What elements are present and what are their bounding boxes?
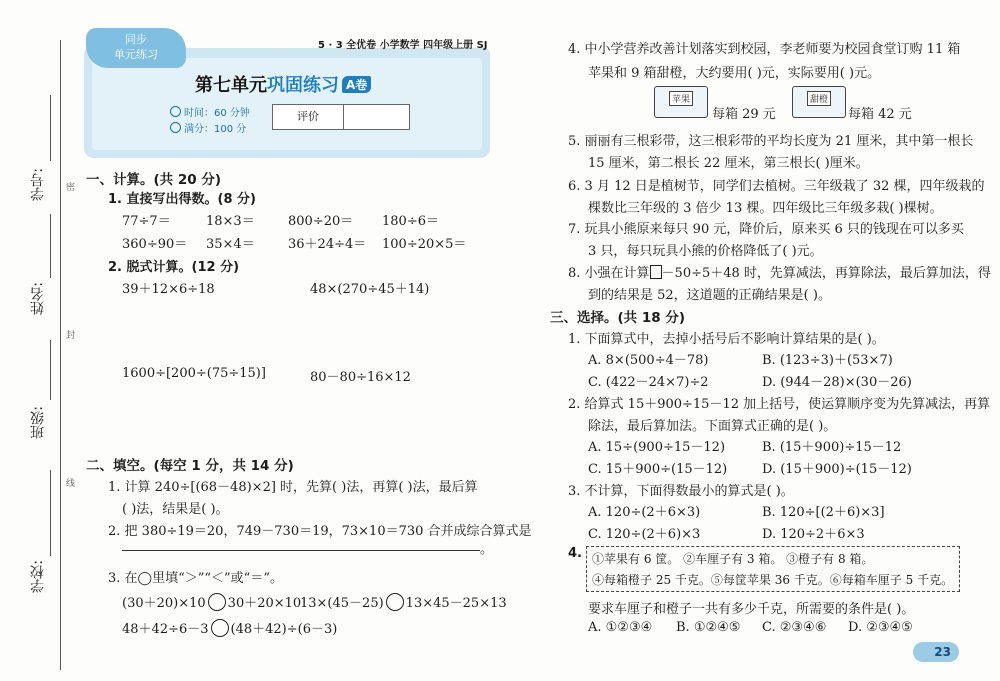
s1-q1-title: 1. 直接写出得数。(8 分) <box>108 192 256 207</box>
q8-rest: －50÷5＋48 时，先算减法，再算除法，最后算加法，得 <box>661 266 991 281</box>
apple-box-image <box>654 86 708 118</box>
student-id-label: 学号: <box>30 168 46 201</box>
compare-left: (30＋20)×10 <box>122 596 206 611</box>
compare-right: 30＋20×10 <box>227 596 302 611</box>
s3-q3-option[interactable]: A. 120÷(2＋6×3) <box>588 505 701 520</box>
time-text: 时间：60 分钟 <box>184 108 250 119</box>
r-q6-line2: 棵数比三年级的 3 倍少 13 棵。四年级比三年级多栽( )棵树。 <box>588 201 943 216</box>
cut-mark-mi: 密 <box>64 182 74 191</box>
student-id-blank <box>50 95 51 161</box>
s3-q4-conditions-1: ①苹果有 6 筐。 ②车厘子有 3 箱。 ③橙子有 8 箱。 <box>592 552 874 566</box>
s3-q4-option[interactable]: B. ①②④⑤ <box>676 620 741 635</box>
s3-q1: 1. 下面算式中，去掉小括号后不影响计算结果的是( )。 <box>568 332 885 347</box>
s1-q2-item: 48×(270÷45＋14) <box>310 282 430 297</box>
s3-q2-line2: 除法，最后算加法。下面算式正确的是( )。 <box>588 419 837 434</box>
s3-q1-option[interactable]: D. (944－28)×(30－26) <box>762 375 912 390</box>
s2-q3-row-c <box>122 618 337 637</box>
s2-q2: 2. 把 380÷19＝20，749－730＝19，73×10＝730 合并成综合算式是 <box>108 524 532 539</box>
orange-price: 每箱 42 元 <box>848 107 912 122</box>
s3-q2-option[interactable]: D. (15＋900)÷(15－12) <box>762 462 912 477</box>
s3-q2-option[interactable]: A. 15÷(900÷15－12) <box>588 440 726 455</box>
s3-q4-option[interactable]: C. ②③④⑥ <box>762 620 827 635</box>
title-unit: 第七单元 <box>195 75 267 96</box>
compare-right: (48＋42)÷(6－3) <box>230 622 338 637</box>
version-badge: A卷 <box>342 76 371 93</box>
s2-q3-row-a <box>122 592 301 611</box>
s2-q1-line1: 1. 计算 240÷[(68－48)×2] 时，先算( )法，再算( )法，最后算 <box>108 480 478 495</box>
s3-q3: 3. 不计算，下面得数最小的算式是( )。 <box>568 484 794 499</box>
s3-q4-option[interactable]: A. ①②③④ <box>588 620 653 635</box>
class-label: 班级: <box>30 406 46 439</box>
r-q5-line2: 15 厘米，第二根长 22 厘米，第三根长( )厘米。 <box>588 156 869 171</box>
binding-line <box>60 40 61 670</box>
s3-q1-option[interactable]: A. 8×(500÷4－78) <box>588 353 709 368</box>
compare-circle[interactable] <box>208 593 226 611</box>
section3-heading: 三、选择。(共 18 分) <box>550 310 686 326</box>
title-practice: 巩固练习 <box>267 75 339 96</box>
s3-q3-option[interactable]: B. 120÷[(2＋6)×3] <box>762 505 885 520</box>
cut-mark-feng: 封 <box>64 330 74 339</box>
section2-heading: 二、填空。(每空 1 分，共 14 分) <box>86 458 294 474</box>
r-q8-line2: 到的结果是 52，这道题的正确结果是( )。 <box>588 288 831 303</box>
s3-q2-option[interactable]: B. (15＋900)÷15－12 <box>762 440 902 455</box>
s3-q4-conditions-2: ④每箱橙子 25 千克。⑤每筐苹果 36 千克。⑥每箱车厘子 5 千克。 <box>592 573 954 587</box>
s2-q3-row-b <box>300 592 507 611</box>
apple-price: 每箱 29 元 <box>712 107 776 122</box>
s1-q1-item: 77÷7＝ <box>122 214 171 229</box>
page-title <box>195 71 371 97</box>
s1-q1-item: 360÷90＝ <box>122 237 188 252</box>
s1-q1-item: 36＋24÷4＝ <box>288 237 367 252</box>
r-q7-line1: 7. 玩具小熊原来每只 90 元，降价后，原来买 6 只的钱现在可以多买 <box>568 222 964 237</box>
section1-heading: 一、计算。(共 20 分) <box>86 172 222 188</box>
s3-q1-option[interactable]: C. (422－24×7)÷2 <box>588 375 709 390</box>
evaluation-label: 评价 <box>273 105 344 129</box>
evaluation-box <box>272 104 410 130</box>
s1-q2-item: 80－80÷16×12 <box>310 370 411 385</box>
compare-right: 13×45－25×13 <box>405 596 507 611</box>
name-label: 姓名: <box>30 282 46 315</box>
r-q5-line1: 5. 丽丽有三根彩带，这三根彩带的平均长度为 21 厘米，其中第一根长 <box>568 134 974 149</box>
s3-q4-option[interactable]: D. ②③④⑤ <box>848 620 913 635</box>
s3-q1-option[interactable]: B. (123÷3)＋(53×7) <box>762 353 893 368</box>
series-info: 5 · 3 全优卷 小学数学 四年级上册 SJ <box>318 40 488 51</box>
unknown-square-icon <box>650 265 662 279</box>
page-number: 23 <box>913 642 959 662</box>
check-icon <box>170 122 181 133</box>
s3-q4-ask: 要求车厘子和橙子一共有多少千克，所需要的条件是( )。 <box>588 602 915 617</box>
s1-q2-item: 1600÷[200÷(75÷15)] <box>122 366 266 381</box>
school-label: 学校: <box>30 560 46 593</box>
s2-q3: 3. 在◯里填“＞”“＜”或“＝”。 <box>108 571 283 586</box>
s3-q4-number: 4. <box>568 546 582 561</box>
s2-q1-line2: ( )法，结果是( )。 <box>122 502 229 517</box>
cut-mark-xian: 线 <box>64 478 74 487</box>
orange-box-label: 甜橙 <box>807 91 831 106</box>
compare-left: 48＋42÷6－3 <box>122 622 209 637</box>
s1-q1-item: 35×4＝ <box>206 237 255 252</box>
s3-q3-option[interactable]: D. 120÷2＋6×3 <box>762 527 865 542</box>
s2-q2-period: 。 <box>480 542 494 557</box>
name-blank <box>50 214 51 278</box>
score-info <box>170 120 246 135</box>
compare-left: 13×(45－25) <box>300 596 384 611</box>
orange-box-image <box>792 86 846 118</box>
compare-circle[interactable] <box>386 593 404 611</box>
school-blank <box>50 470 51 556</box>
compare-circle[interactable] <box>211 619 229 637</box>
s1-q1-item: 100÷20×5＝ <box>382 237 467 252</box>
s2-q2-answer-blank[interactable] <box>122 550 480 551</box>
r-q4-line2: 苹果和 9 箱甜橙，大约要用( )元，实际要用( )元。 <box>588 66 881 81</box>
s3-q3-option[interactable]: C. 120÷(2＋6)×3 <box>588 527 701 542</box>
tag-line-1: 同步 <box>125 33 147 46</box>
r-q4-line1: 4. 中小学营养改善计划落实到校园，李老师要为校园食堂订购 11 箱 <box>568 42 961 57</box>
s1-q2-item: 39＋12×6÷18 <box>122 282 215 297</box>
s1-q2-title: 2. 脱式计算。(12 分) <box>108 260 240 275</box>
s3-q2-line1: 2. 给算式 15＋900÷15－12 加上括号，使运算顺序变为先算减法，再算 <box>568 397 991 412</box>
r-q6-line1: 6. 3 月 12 日是植树节，同学们去植树。三年级栽了 32 棵，四年级栽的 <box>568 179 985 194</box>
s3-q2-option[interactable]: C. 15＋900÷(15－12) <box>588 462 728 477</box>
s1-q1-item: 180÷6＝ <box>382 214 439 229</box>
s1-q1-item: 800÷20＝ <box>288 214 354 229</box>
class-blank <box>50 340 51 400</box>
q8-prefix: 8. 小强在计算 <box>568 266 650 281</box>
s1-q1-item: 18×3＝ <box>206 214 255 229</box>
apple-box-label: 苹果 <box>669 91 693 106</box>
time-info <box>170 104 250 119</box>
sync-unit-tag <box>86 28 186 68</box>
r-q7-line2: 3 只，每只玩具小熊的价格降低了( )元。 <box>588 244 823 259</box>
clock-icon <box>170 106 181 117</box>
score-text: 满分：100 分 <box>184 124 247 135</box>
r-q8-line1 <box>568 262 991 281</box>
tag-line-2: 单元练习 <box>114 48 158 61</box>
